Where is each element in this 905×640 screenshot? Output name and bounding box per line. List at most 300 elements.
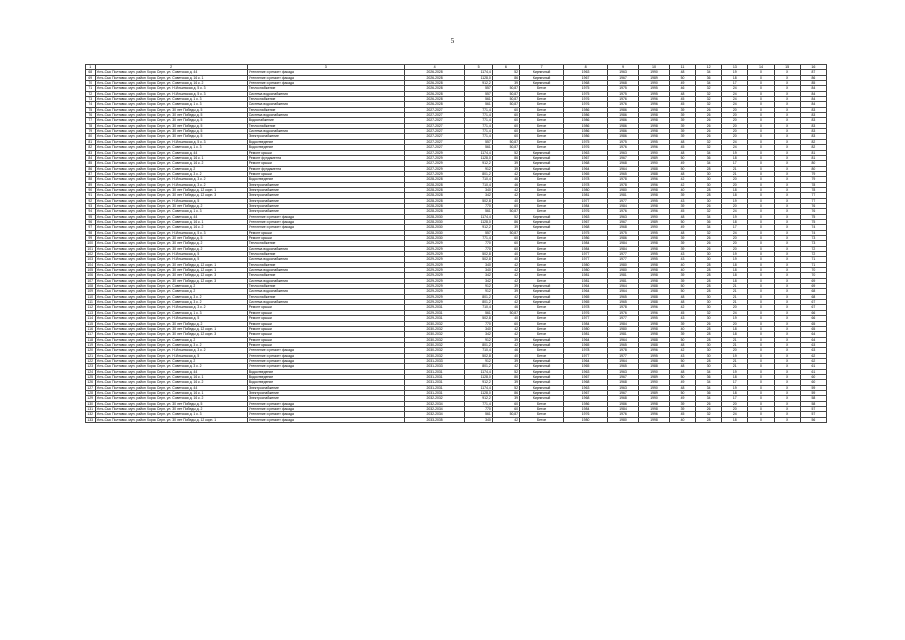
table-cell: Бетон xyxy=(520,278,564,283)
table-cell: 24 xyxy=(722,412,748,417)
table-cell: Усть-Сыс Полтавск. мун. район Хорск Серп. ул. Советская д. 3 к. 2 xyxy=(95,300,247,305)
table-cell: 0 xyxy=(748,273,774,278)
table-cell: Х xyxy=(774,225,800,230)
table-cell: 710,4 xyxy=(465,177,492,182)
table-cell: 340 xyxy=(465,187,492,192)
table-cell: 30 xyxy=(696,252,722,257)
table-cell: 0 xyxy=(748,118,774,123)
table-cell: 77 xyxy=(86,118,96,123)
table-cell: Утепление и ремонт фасада xyxy=(247,214,404,219)
table-cell: 342 xyxy=(465,193,492,198)
table-cell: 2030-2032 xyxy=(404,353,465,358)
column-header: 7 xyxy=(520,65,564,70)
table-cell: Бетон xyxy=(520,193,564,198)
table-cell: 48 xyxy=(669,214,695,219)
table-cell: 1964 xyxy=(564,289,608,294)
table-cell: 912,2 xyxy=(465,380,492,385)
table-cell: 2026-2028 xyxy=(404,86,465,91)
table-cell: 40 xyxy=(492,252,519,257)
table-cell: 50 xyxy=(669,289,695,294)
table-cell: 771,4 xyxy=(465,123,492,128)
table-cell: 17 xyxy=(722,225,748,230)
table-cell: 2028-2030 xyxy=(404,236,465,241)
table-cell: 24 xyxy=(722,97,748,102)
table-cell: 1968 xyxy=(608,225,639,230)
table-cell: 78 xyxy=(800,182,826,187)
table-cell: 2029-2031 xyxy=(404,310,465,315)
table-cell: 19 xyxy=(722,353,748,358)
table-cell: 96 xyxy=(86,219,96,224)
table-cell: 93 xyxy=(86,203,96,208)
table-cell: 132 xyxy=(87,412,94,417)
table-cell: 1963 xyxy=(564,150,608,155)
table-cell: 2029-2029 xyxy=(404,294,465,299)
table-cell: 710,4 xyxy=(465,348,492,353)
table-cell: Х xyxy=(774,310,800,315)
table-cell: Бетон xyxy=(520,134,564,139)
table-cell: Водоотведение xyxy=(247,374,404,379)
table-cell: 119 xyxy=(86,342,96,347)
table-cell: 1965 xyxy=(564,342,608,347)
table-cell: 0 xyxy=(748,139,774,144)
table-cell: Усть-Сыс Полтавск. мун. район Хорск Серп. ул. Советская д. 1 к. 3 xyxy=(95,412,247,417)
table-cell: Усть-Сыс Полтавск. мун. район Хорск Серп. ул. 30 лет Победы д. 12 корп. 3 xyxy=(95,278,247,283)
table-cell: 75 xyxy=(800,214,826,219)
table-cell: 63 xyxy=(800,348,826,353)
table-cell: Бетон xyxy=(520,268,564,273)
table-cell: Система водоснабжения xyxy=(247,278,404,283)
table-cell: 39 xyxy=(492,284,519,289)
table-cell: Х xyxy=(774,150,800,155)
table-cell: 28 xyxy=(696,193,722,198)
table-cell: Х xyxy=(774,417,800,422)
table-cell: 1986 xyxy=(608,401,639,406)
table-cell: Х xyxy=(774,113,800,118)
table-cell: 18 xyxy=(722,374,748,379)
table-cell: 1976 xyxy=(564,97,608,102)
table-cell: 32 xyxy=(696,86,722,91)
table-cell: 1998 xyxy=(639,278,670,283)
table-cell: 115 xyxy=(86,321,96,326)
table-cell: 72 xyxy=(86,91,96,96)
table-cell: Электроснабжение xyxy=(247,193,404,198)
table-cell: 2031-2031 xyxy=(404,374,465,379)
table-cell: Бетон xyxy=(520,348,564,353)
table-cell: 32 xyxy=(696,139,722,144)
table-cell: 21 xyxy=(722,166,748,171)
table-cell: 710,4 xyxy=(465,182,492,187)
table-cell: 42 xyxy=(492,332,519,337)
table-cell: Усть-Сыс Полтавск. мун. район Хорск Серп. ул. Советская д. 44 xyxy=(95,214,247,219)
table-cell: Утепление и ремонт фасада xyxy=(247,407,404,412)
table-cell: 50,87 xyxy=(492,97,519,102)
table-cell: Усть-Сыс Полтавск. мун. район Хорск Серп. ул. Советская д. 1 к. 3 xyxy=(95,209,247,214)
table-cell: 1988 xyxy=(639,171,670,176)
table-cell: Утепление и ремонт фасада xyxy=(247,81,404,86)
table-cell: 50 xyxy=(669,284,695,289)
table-cell: Х xyxy=(774,268,800,273)
table-cell: 1981 xyxy=(608,193,639,198)
table-cell: Усть-Сыс Полтавск. мун. район Хорск Серп. ул. 30 лет Победы д. 2 xyxy=(95,246,247,251)
table-cell: Утепление и ремонт фасада xyxy=(247,70,404,75)
table-cell: 19 xyxy=(722,257,748,262)
table-cell: Усть-Сыс Полтавск. мун. район Хорск Серп. ул. 30 лет Победы д. 12 корп. 1 xyxy=(95,417,247,422)
table-cell: 70 xyxy=(86,81,96,86)
table-cell: 1981 xyxy=(564,332,608,337)
table-cell: 1963 xyxy=(608,385,639,390)
table-cell: 1988 xyxy=(639,342,670,347)
table-cell: 342 xyxy=(465,273,492,278)
table-cell: 21 xyxy=(722,289,748,294)
table-cell: 60 xyxy=(800,380,826,385)
table-cell: 2028-2030 xyxy=(404,214,465,219)
table-cell: Теплоснабжение xyxy=(247,294,404,299)
table-cell: 48 xyxy=(669,91,695,96)
table-cell: 52 xyxy=(492,150,519,155)
table-cell: 0 xyxy=(748,342,774,347)
table-cell: 48 xyxy=(669,385,695,390)
table-cell: 0 xyxy=(748,294,774,299)
table-cell: 46 xyxy=(492,177,519,182)
table-cell: 1968 xyxy=(608,81,639,86)
table-cell: 0 xyxy=(748,236,774,241)
table-cell: Бетон xyxy=(520,321,564,326)
table-cell: 0 xyxy=(748,369,774,374)
table-cell: 26 xyxy=(696,203,722,208)
table-cell: 1977 xyxy=(608,353,639,358)
table-cell: 1995 xyxy=(639,252,670,257)
table-cell: 17 xyxy=(722,396,748,401)
table-cell: 0 xyxy=(748,155,774,160)
table-cell: 45 xyxy=(669,102,695,107)
table-cell: Ремонт крыши xyxy=(247,316,404,321)
table-cell: 48 xyxy=(669,230,695,235)
table-cell: 45 xyxy=(669,145,695,150)
table-cell: 20 xyxy=(722,134,748,139)
table-cell: 2028-2028 xyxy=(404,177,465,182)
table-cell: Х xyxy=(774,75,800,80)
table-cell: 60 xyxy=(492,321,519,326)
table-cell: 116 xyxy=(86,326,96,331)
table-cell: 28 xyxy=(696,284,722,289)
table-cell: 2030-2032 xyxy=(404,321,465,326)
table-cell: 36 xyxy=(696,374,722,379)
table-cell: 60 xyxy=(492,129,519,134)
table-cell: 79 xyxy=(86,129,96,134)
table-cell: Х xyxy=(774,214,800,219)
table-cell: 19 xyxy=(722,150,748,155)
table-cell: 1977 xyxy=(564,353,608,358)
table-cell: Бетон xyxy=(520,209,564,214)
table-cell: 58 xyxy=(800,401,826,406)
table-cell: 20 xyxy=(722,129,748,134)
table-cell: 30 xyxy=(696,353,722,358)
table-cell: 42 xyxy=(669,177,695,182)
table-cell: 801,2 xyxy=(465,171,492,176)
table-cell: Усть-Сыс Полтавск. мун. район Хорск Серп. ул. Советская д. 2 xyxy=(95,289,247,294)
table-cell: 1990 xyxy=(639,225,670,230)
table-cell: Х xyxy=(774,294,800,299)
table-cell: 42 xyxy=(669,348,695,353)
table-cell: 0 xyxy=(748,177,774,182)
table-cell: 39 xyxy=(669,107,695,112)
table-cell: 770 xyxy=(465,241,492,246)
table-cell: 20 xyxy=(722,321,748,326)
table-cell: Бетон xyxy=(520,102,564,107)
table-cell: 28 xyxy=(696,262,722,267)
table-cell: 39 xyxy=(492,358,519,363)
table-cell: 0 xyxy=(748,257,774,262)
table-cell: 1964 xyxy=(564,337,608,342)
table-cell: Бетон xyxy=(520,145,564,150)
table-cell: Усть-Сыс Полтавск. мун. район Хорск Серп. ул. 30 лет Победы д. 2 xyxy=(95,407,247,412)
table-cell: 0 xyxy=(748,129,774,134)
table-cell: 1986 xyxy=(564,236,608,241)
table-cell: 1980 xyxy=(564,187,608,192)
table-cell: 130 xyxy=(87,401,94,406)
table-cell: 1990 xyxy=(639,161,670,166)
table-cell: 26 xyxy=(696,107,722,112)
table-cell: 18 xyxy=(722,390,748,395)
column-header: 12 xyxy=(696,65,722,70)
table-cell: 2029-2031 xyxy=(404,305,465,310)
table-cell: Утепление и ремонт фасада xyxy=(247,219,404,224)
table-cell: 1963 xyxy=(564,70,608,75)
table-cell: 2028-2028 xyxy=(404,203,465,208)
table-cell: Система водоснабжения xyxy=(247,289,404,294)
table-cell: Бетон xyxy=(520,401,564,406)
table-cell: 912,2 xyxy=(465,225,492,230)
table-cell: 18 xyxy=(722,417,748,422)
table-cell: 1998 xyxy=(639,401,670,406)
table-cell: Усть-Сыс Полтавск. мун. район Хорск Серп. ул. Советская д. 44 xyxy=(95,385,247,390)
table-cell: 109 xyxy=(87,289,94,294)
table-cell: 39 xyxy=(669,236,695,241)
table-cell: 48 xyxy=(669,342,695,347)
table-cell: 1967 xyxy=(608,390,639,395)
table-cell: 59 xyxy=(800,385,826,390)
table-cell: 1967 xyxy=(564,374,608,379)
table-cell: 1174,4 xyxy=(465,150,492,155)
table-cell: 502,8 xyxy=(465,198,492,203)
table-cell: 771,4 xyxy=(465,107,492,112)
table-cell: 42 xyxy=(492,193,519,198)
table-cell: 0 xyxy=(748,230,774,235)
table-cell: Х xyxy=(774,81,800,86)
table-cell: Ремонт крыши xyxy=(247,326,404,331)
table-cell: Бетон xyxy=(520,139,564,144)
table-cell: 1996 xyxy=(639,348,670,353)
table-cell: Кирпичный xyxy=(520,155,564,160)
table-cell: Бетон xyxy=(520,230,564,235)
table-cell: 1965 xyxy=(608,342,639,347)
table-cell: Электроснабжение xyxy=(247,182,404,187)
table-cell: 42 xyxy=(492,278,519,283)
table-cell: 1998 xyxy=(639,129,670,134)
table-cell: 90 xyxy=(86,187,96,192)
table-cell: 50,87 xyxy=(492,412,519,417)
table-cell: 2029-2029 xyxy=(404,284,465,289)
table-cell: 39 xyxy=(669,401,695,406)
table-cell: 34 xyxy=(696,369,722,374)
table-cell: 1128,0 xyxy=(465,155,492,160)
table-cell: Электроснабжение xyxy=(247,203,404,208)
table-cell: 1981 xyxy=(564,273,608,278)
table-cell: 48 xyxy=(669,300,695,305)
table-cell: 21 xyxy=(722,342,748,347)
table-cell: 39 xyxy=(492,380,519,385)
table-cell: 39 xyxy=(669,134,695,139)
table-cell: 1963 xyxy=(608,150,639,155)
table-cell: 18 xyxy=(722,332,748,337)
table-cell: 48 xyxy=(669,139,695,144)
table-cell: 56 xyxy=(800,417,826,422)
table-cell: Бетон xyxy=(520,203,564,208)
table-cell: 49 xyxy=(669,396,695,401)
table-cell: 1984 xyxy=(608,407,639,412)
table-cell: Бетон xyxy=(520,246,564,251)
table-cell: 49 xyxy=(669,161,695,166)
table-cell: 1975 xyxy=(564,86,608,91)
table-cell: 20 xyxy=(722,203,748,208)
table-cell: 0 xyxy=(748,417,774,422)
table-cell: 1128,0 xyxy=(465,374,492,379)
table-cell: Бетон xyxy=(520,262,564,267)
column-header: 15 xyxy=(774,65,800,70)
table-cell: 24 xyxy=(722,209,748,214)
table-cell: 2032-2034 xyxy=(404,407,465,412)
table-cell: 1998 xyxy=(639,236,670,241)
table-cell: 30 xyxy=(696,300,722,305)
table-cell: 20 xyxy=(722,401,748,406)
table-cell: 2027-2027 xyxy=(404,118,465,123)
table-cell: 94 xyxy=(86,209,96,214)
table-cell: 1984 xyxy=(608,246,639,251)
table-cell: Х xyxy=(774,407,800,412)
table-cell: 21 xyxy=(722,364,748,369)
table-cell: Усть-Сыс Полтавск. мун. район Хорск Серп. ул. Советская д. 16 к. 2 xyxy=(95,380,247,385)
table-cell: 46 xyxy=(492,348,519,353)
table-cell: 42 xyxy=(669,182,695,187)
table-cell: 45 xyxy=(669,310,695,315)
table-cell: 340 xyxy=(465,417,492,422)
table-cell: 45 xyxy=(669,412,695,417)
table-cell: Бетон xyxy=(520,177,564,182)
table-cell: 26 xyxy=(696,407,722,412)
table-cell: 0 xyxy=(748,353,774,358)
table-cell: 108 xyxy=(87,284,94,289)
table-cell: 20 xyxy=(722,113,748,118)
table-cell: Система водоснабжения xyxy=(247,257,404,262)
table-cell: 32 xyxy=(696,412,722,417)
table-cell: Бетон xyxy=(520,123,564,128)
table-cell: 1995 xyxy=(639,316,670,321)
column-header: 5 xyxy=(465,65,492,70)
table-cell: Кирпичный xyxy=(520,358,564,363)
table-cell: 1981 xyxy=(608,332,639,337)
table-cell: 0 xyxy=(748,102,774,107)
table-cell: 50 xyxy=(669,75,695,80)
table-cell: Кирпичный xyxy=(520,166,564,171)
table-cell: Х xyxy=(774,230,800,235)
table-cell: 30 xyxy=(696,198,722,203)
table-cell: 1984 xyxy=(564,203,608,208)
table-cell: Кирпичный xyxy=(520,75,564,80)
table-cell: 26 xyxy=(696,321,722,326)
table-cell: 1978 xyxy=(608,182,639,187)
table-cell: 46 xyxy=(492,305,519,310)
table-cell: 0 xyxy=(748,107,774,112)
table-cell: 34 xyxy=(696,214,722,219)
table-cell: Усть-Сыс Полтавск. мун. район Хорск Серп. ул. Н.Ильинская д. 5 к. 3 xyxy=(95,230,247,235)
table-cell: Бетон xyxy=(520,305,564,310)
table-cell: 770 xyxy=(465,321,492,326)
table-cell: 1995 xyxy=(639,139,670,144)
table-cell: 39 xyxy=(669,321,695,326)
table-cell: Кирпичный xyxy=(520,214,564,219)
table-cell: 771,4 xyxy=(465,113,492,118)
table-cell: Бетон xyxy=(520,129,564,134)
table-cell: 1980 xyxy=(608,326,639,331)
table-cell: Усть-Сыс Полтавск. мун. район Хорск Серп. ул. Советская д. 44 xyxy=(95,150,247,155)
table-cell: 42 xyxy=(492,364,519,369)
table-cell: 1976 xyxy=(608,97,639,102)
table-cell: 34 xyxy=(696,380,722,385)
table-cell: Кирпичный xyxy=(520,337,564,342)
table-cell: 1174,4 xyxy=(465,385,492,390)
table-cell: 52 xyxy=(492,369,519,374)
table-cell: Усть-Сыс Полтавск. мун. район Хорск Серп. ул. 30 лет Победы д. 5 xyxy=(95,236,247,241)
table-cell: 40 xyxy=(669,326,695,331)
table-cell: Бетон xyxy=(520,91,564,96)
table-cell: 561 xyxy=(465,412,492,417)
table-cell: 70 xyxy=(800,273,826,278)
table-cell: 83 xyxy=(800,123,826,128)
table-cell: Х xyxy=(774,246,800,251)
table-cell: 1995 xyxy=(639,230,670,235)
table-cell: 65 xyxy=(800,321,826,326)
table-cell: 50,87 xyxy=(492,102,519,107)
table-cell: Бетон xyxy=(520,182,564,187)
table-cell: 39 xyxy=(669,332,695,337)
table-cell: 26 xyxy=(696,236,722,241)
table-cell: Бетон xyxy=(520,316,564,321)
table-cell: 40 xyxy=(492,353,519,358)
table-cell: 2026-2028 xyxy=(404,91,465,96)
table-cell: 19 xyxy=(722,198,748,203)
table-cell: 26 xyxy=(696,401,722,406)
table-cell: 128 xyxy=(87,390,94,395)
table-cell: Х xyxy=(774,209,800,214)
table-cell: 1981 xyxy=(564,278,608,283)
table-cell: Х xyxy=(774,321,800,326)
table-cell: 1990 xyxy=(639,70,670,75)
table-cell: 72 xyxy=(800,246,826,251)
table-cell: 40 xyxy=(492,198,519,203)
table-cell: Кирпичный xyxy=(520,390,564,395)
table-cell: 0 xyxy=(748,214,774,219)
table-cell: 1986 xyxy=(608,118,639,123)
table-cell: Усть-Сыс Полтавск. мун. район Хорск Серп. ул. 30 лет Победы д. 12 корп. 1 xyxy=(95,268,247,273)
table-cell: 92 xyxy=(86,198,96,203)
table-cell: Усть-Сыс Полтавск. мун. район Хорск Серп. ул. Н.Ильинская д. 3 к. 2 xyxy=(95,182,247,187)
table-cell: 1963 xyxy=(564,214,608,219)
table-cell: 30 xyxy=(696,294,722,299)
table-cell: 50,87 xyxy=(492,91,519,96)
table-cell: 0 xyxy=(748,166,774,171)
table-cell: Бетон xyxy=(520,332,564,337)
table-cell: 2033-2035 xyxy=(404,417,465,422)
